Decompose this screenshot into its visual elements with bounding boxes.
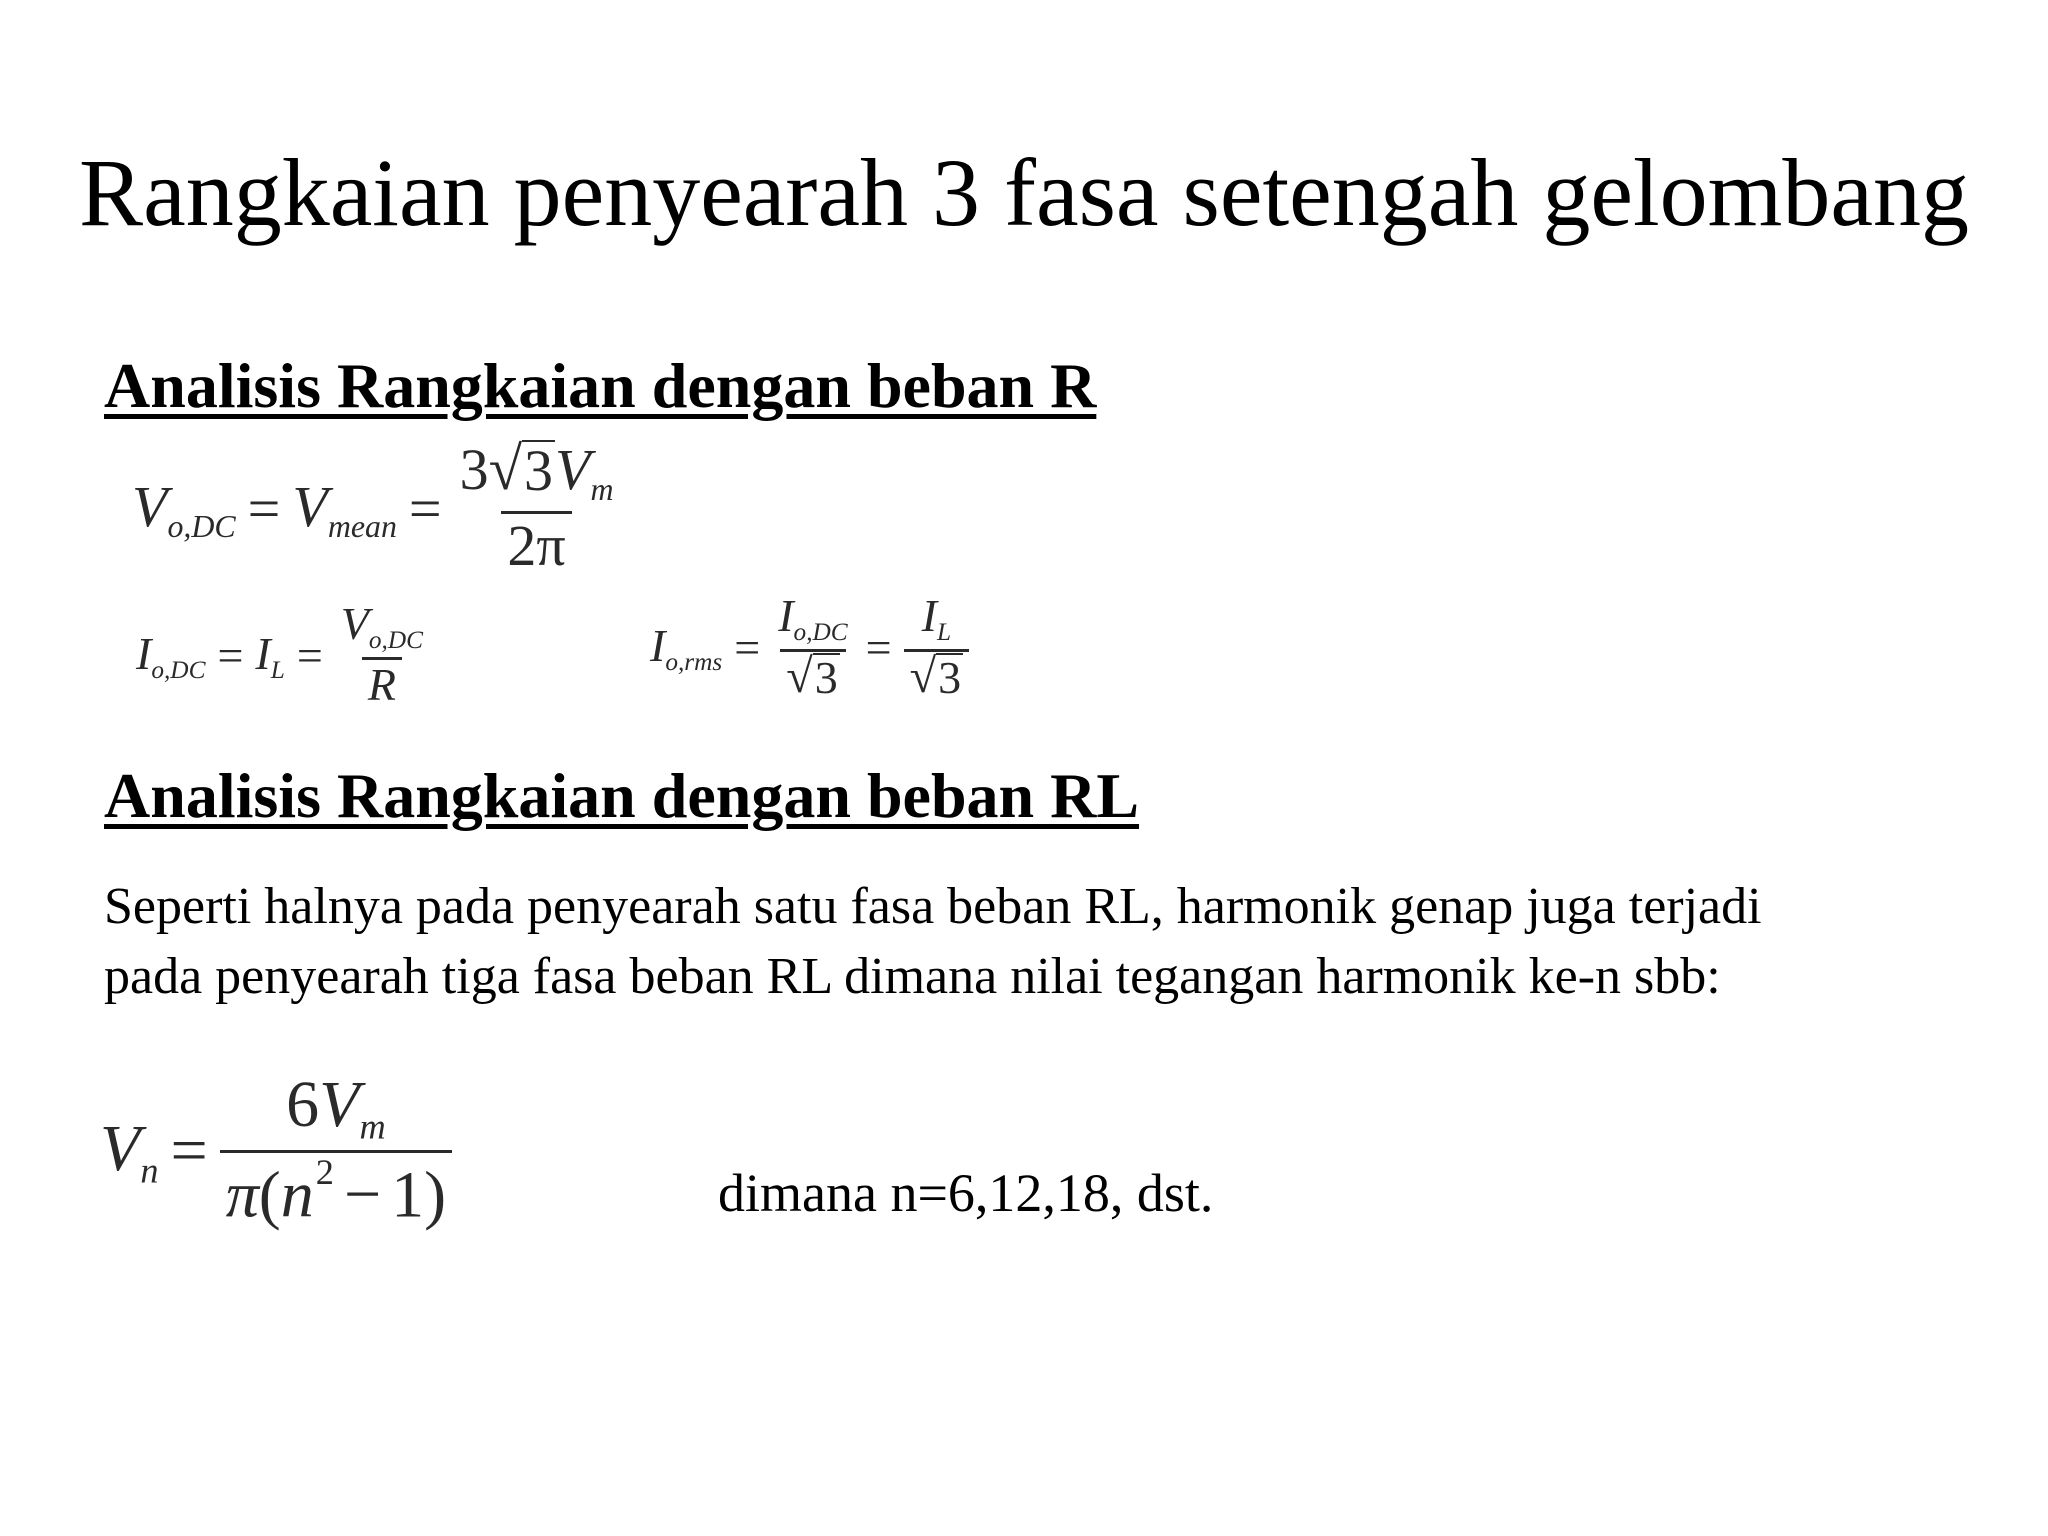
vdc-fraction [454, 436, 620, 578]
vn-fraction [220, 1070, 452, 1232]
equals-sign: = [217, 629, 244, 681]
vdc-numerator: 3 √ 3 $V_m$ [459, 436, 614, 508]
idc-denominator: R [362, 657, 402, 711]
irms-lhs: $I_{o,rms}$ [650, 619, 723, 676]
vdc-mid: $V_{mean}$ [292, 473, 397, 544]
idc-mid: $I_L$ [255, 627, 285, 684]
vn-lhs: $V_n$ [100, 1111, 159, 1191]
irms-f2-denominator: √ 3 [904, 649, 970, 703]
equals-sign: = [247, 476, 281, 542]
idc-lhs: $I_{o,DC}$ [136, 627, 206, 684]
formula-vn [100, 1070, 452, 1232]
irms-f1-numerator: $I_{o,DC}$ [778, 590, 848, 646]
irms-f1-denominator: √ 3 [780, 649, 846, 703]
idc-fraction [335, 600, 429, 711]
equals-sign: = [408, 476, 442, 542]
vdc-lhs: $V_{o,DC}$ [132, 473, 236, 544]
equals-sign: = [170, 1114, 208, 1188]
vn-numerator: $6V_m$ [286, 1068, 386, 1147]
slide-title: Rangkaian penyearah 3 fasa setengah gelombang [79, 139, 1969, 246]
harmonic-order-note: dimana n=6,12,18, dst. [718, 1163, 1214, 1223]
irms-f2-numerator: $I_L$ [921, 590, 952, 646]
irms-fraction-1 [772, 592, 853, 703]
idc-numerator: $V_{o,DC}$ [340, 598, 423, 654]
heading-beban-rl: Analisis Rangkaian dengan beban RL [104, 760, 1140, 831]
equals-sign: = [296, 629, 323, 681]
rl-paragraph-line: Seperti halnya pada penyearah satu fasa beban RL, harmonik genap juga terjadi [104, 878, 1762, 935]
rl-paragraph-line: pada penyearah tiga fasa beban RL dimana nilai tegangan harmonik ke-n sbb: [104, 948, 1721, 1005]
formula-irms [650, 592, 969, 703]
formula-idc [136, 600, 429, 711]
vn-denominator: $\pi(n^2 - 1)$ [220, 1150, 452, 1232]
irms-fraction-2 [904, 592, 970, 703]
formula-vdc [132, 436, 620, 578]
vdc-denominator: 2π [501, 511, 571, 578]
equals-sign: = [734, 621, 761, 673]
rl-paragraph [104, 872, 1984, 1012]
equals-sign: = [865, 621, 892, 673]
heading-beban-r: Analisis Rangkaian dengan beban R [104, 350, 1097, 421]
